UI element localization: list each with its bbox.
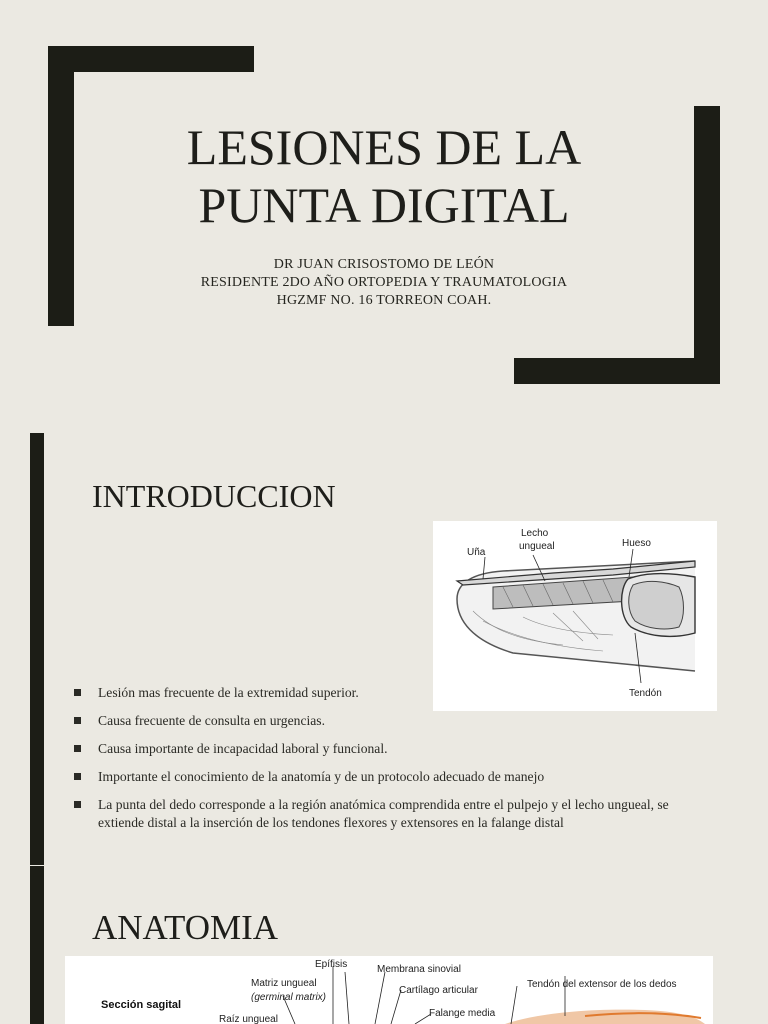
title-line-2: PUNTA DIGITAL [198,177,570,233]
author-role: RESIDENTE 2DO AÑO ORTOPEDIA Y TRAUMATOLOGIA [200,275,568,290]
bullet-text: La punta del dedo corresponde a la región anatómica comprendida entre el pulpejo y el lecho ungueal, se extiende distal a la inserción de los tendones flexores y extensores en la falange distal [98,797,669,830]
corner-bracket-top-left [48,46,254,72]
label-raiz-ungueal: Raíz ungueal [219,1014,278,1024]
intro-heading: INTRODUCCION [92,478,336,514]
bullet-text: Importante el conocimiento de la anatomía y de un protocolo adecuado de manejo [98,769,545,784]
bullet-text: Causa importante de incapacidad laboral y funcional. [98,741,388,756]
slide-title [100,118,668,234]
title-line-1: LESIONES DE LA [186,119,582,175]
list-item [74,712,674,730]
bullet-text: Lesión mas frecuente de la extremidad superior. [98,685,359,700]
label-una: Uña [467,547,486,558]
label-falange-media: Falange media [429,1008,496,1019]
bullet-text: Causa frecuente de consulta en urgencias. [98,713,325,728]
slide-accent-bar-2 [30,866,44,1024]
label-seccion-sagital: Sección sagital [101,999,182,1011]
label-tendon-extensor: Tendón del extensor de los dedos [527,979,677,990]
bullet-square-icon [74,773,81,780]
fingertip-anatomy-figure [433,521,717,711]
slide-subtitle [100,256,668,310]
bullet-square-icon [74,689,81,696]
corner-bracket-bottom-right-vertical [694,106,720,384]
bullet-square-icon [74,801,81,808]
anatomy-heading: ANATOMIA [92,908,279,947]
label-hueso: Hueso [622,538,651,549]
list-item [74,684,674,702]
label-lecho: Lecho [521,528,549,539]
label-epifisis: Epífisis [315,959,348,970]
author-name: DR JUAN CRISOSTOMO DE LEÓN [273,257,495,272]
slide-accent-bar [30,433,44,865]
list-item [74,768,674,786]
label-germinal-matrix: (germinal matrix) [251,992,327,1003]
bullet-square-icon [74,717,81,724]
corner-bracket-top-left-vertical [48,46,74,326]
anatomy-sagittal-figure [65,956,713,1024]
list-item [74,740,674,758]
bullet-square-icon [74,745,81,752]
label-tendon: Tendón [629,688,662,699]
hospital-name: HGZMF NO. 16 TORREON COAH. [276,293,492,308]
intro-bullet-list [74,684,674,842]
label-cartilago-articular: Cartílago articular [399,985,478,996]
label-ungueal: ungueal [519,541,555,552]
corner-bracket-bottom-right [514,358,720,384]
label-matriz-ungueal: Matriz ungueal [251,978,317,989]
list-item [74,796,674,832]
label-membrana-sinovial: Membrana sinovial [377,964,461,975]
